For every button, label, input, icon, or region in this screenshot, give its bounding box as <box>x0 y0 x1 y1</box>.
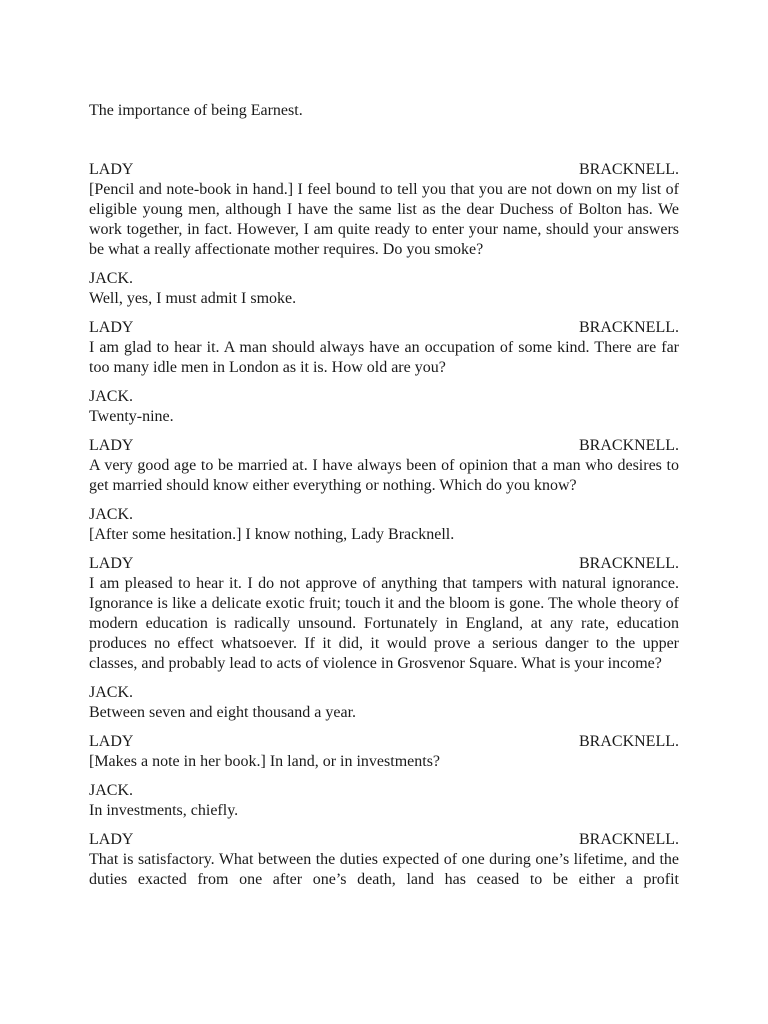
speaker-first-name: LADY <box>89 733 134 750</box>
speaker-first-name: LADY <box>89 831 134 848</box>
dialogue-text: Twenty-nine. <box>89 408 174 425</box>
dialogue-text: A very good age to be married at. I have always been of opinion that a man who desires to get married should know either everything or nothing. Which do you know? <box>89 457 679 494</box>
speaker-line <box>89 830 679 850</box>
speaker-last-name: BRACKNELL. <box>579 319 679 336</box>
speaker-last-name: BRACKNELL. <box>579 733 679 750</box>
speech-block <box>89 683 679 723</box>
dialogue-text: Well, yes, I must admit I smoke. <box>89 290 297 307</box>
speech-block <box>89 160 679 260</box>
speaker-name: JACK. <box>89 388 134 405</box>
speaker-name: JACK. <box>89 270 134 287</box>
speaker-line <box>89 160 679 180</box>
speaker-last-name: BRACKNELL. <box>579 161 679 178</box>
speaker-first-name: LADY <box>89 161 134 178</box>
speaker-name: JACK. <box>89 506 134 523</box>
dialogue-text: [After some hesitation.] I know nothing, Lady Bracknell. <box>89 526 455 543</box>
dialogue-text: [Makes a note in her book.] In land, or in investments? <box>89 753 441 770</box>
dialogue-text: [Pencil and note-book in hand.] I feel bound to tell you that you are not down on my list of eligible young men, although I have the same list as the dear Duchess of Bolton has. We work together, in fact. However, I am quite ready to enter your name, should your answers be what a really affectionate mother requires. Do you smoke? <box>89 181 679 258</box>
dialogue-text: That is satisfactory. What between the duties expected of one during one’s lifetime, and the duties exacted from one after one’s death, land has ceased to be either a profit <box>89 851 679 888</box>
speech-block <box>89 318 679 378</box>
speech-block <box>89 436 679 496</box>
speaker-name: JACK. <box>89 684 134 701</box>
speaker-line <box>89 436 679 456</box>
dialogue-text: In investments, chiefly. <box>89 802 239 819</box>
play-script <box>89 160 679 899</box>
speech-block <box>89 781 679 821</box>
speech-block <box>89 387 679 427</box>
speech-block <box>89 554 679 674</box>
speech-block <box>89 269 679 309</box>
speaker-last-name: BRACKNELL. <box>579 555 679 572</box>
speech-block <box>89 505 679 545</box>
dialogue-text: I am glad to hear it. A man should always have an occupation of some kind. There are far too many idle men in London as it is. How old are you? <box>89 339 679 376</box>
speaker-line <box>89 318 679 338</box>
dialogue-text: Between seven and eight thousand a year. <box>89 704 357 721</box>
speaker-first-name: LADY <box>89 319 134 336</box>
speaker-last-name: BRACKNELL. <box>579 831 679 848</box>
speaker-first-name: LADY <box>89 437 134 454</box>
speaker-last-name: BRACKNELL. <box>579 437 679 454</box>
speaker-first-name: LADY <box>89 555 134 572</box>
speech-block <box>89 830 679 890</box>
speaker-line <box>89 732 679 752</box>
dialogue-text: I am pleased to hear it. I do not approve of anything that tampers with natural ignorance. Ignorance is like a delicate exotic fruit; touch it and the bloom is gone. The whole theory of modern education is radically unsound. Fortunately in England, at any rate, education produces no effect whatsoever. If it did, it would prove a serious danger to the upper classes, and probably lead to acts of violence in Grosvenor Square. What is your income? <box>89 575 679 672</box>
document-title: The importance of being Earnest. <box>89 102 303 119</box>
speaker-line <box>89 554 679 574</box>
speech-block <box>89 732 679 772</box>
speaker-name: JACK. <box>89 782 134 799</box>
